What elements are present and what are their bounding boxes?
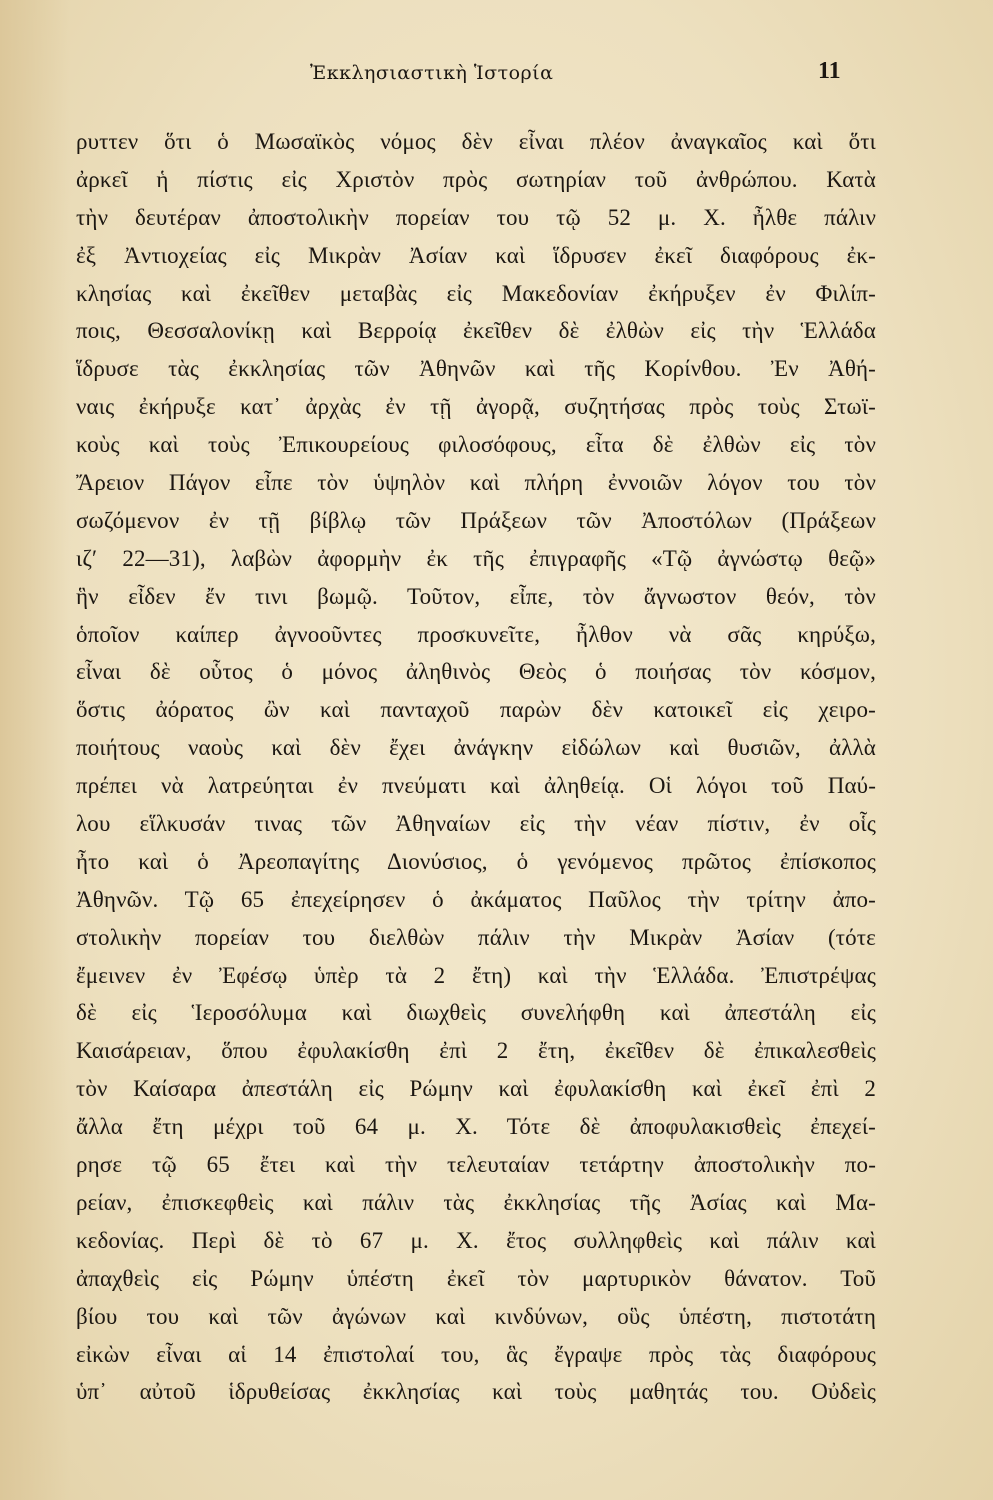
text-line: βίου του καὶ τῶν ἀγώνων καὶ κινδύνων, οὓς ὑπέστη, πιστοτάτη [76,1303,876,1329]
page-number: 11 [818,58,841,84]
text-line: κοὺς καὶ τοὺς Ἐπικουρείους φιλοσόφους, εἶτα δὲ ἐλθὼν εἰς τὸν [76,432,876,458]
text-line: ὅστις ἀόρατος ὢν καὶ πανταχοῦ παρὼν δὲν κατοικεῖ εἰς χειρο- [76,697,876,723]
text-line: τὸν Καίσαρα ἀπεστάλη εἰς Ρώμην καὶ ἐφυλακίσθη καὶ ἐκεῖ ἐπὶ 2 [76,1076,876,1102]
text-line: ἀρκεῖ ἡ πίστις εἰς Χριστὸν πρὸς σωτηρίαν τοῦ ἀνθρώπου. Κατὰ [76,166,876,192]
text-line: ὑπ᾽ αὐτοῦ ἱδρυθείσας ἐκκλησίας καὶ τοὺς μαθητάς του. Οὐδεὶς [76,1379,876,1405]
text-line: σωζόμενον ἐν τῇ βίβλῳ τῶν Πράξεων τῶν Ἀποστόλων (Πράξεων [76,507,876,533]
text-line: κεδονίας. Περὶ δὲ τὸ 67 μ. Χ. ἔτος συλληφθεὶς καὶ πάλιν καὶ [76,1227,876,1253]
text-line: ἔμεινεν ἐν Ἐφέσῳ ὑπὲρ τὰ 2 ἔτη) καὶ τὴν Ἑλλάδα. Ἐπιστρέψας [76,962,876,988]
page-header [0,58,993,96]
text-line: ἄλλα ἔτη μέχρι τοῦ 64 μ. Χ. Τότε δὲ ἀποφυλακισθεὶς ἐπεχεί- [76,1114,876,1140]
text-line: ρυττεν ὅτι ὁ Μωσαϊκὸς νόμος δὲν εἶναι πλέον ἀναγκαῖος καὶ ὅτι [76,129,876,154]
text-line: Ἄρειον Πάγον εἶπε τὸν ὑψηλὸν καὶ πλήρη ἐννοιῶν λόγον του τὸν [76,470,876,496]
text-line: λου εἵλκυσάν τινας τῶν Ἀθηναίων εἰς τὴν νέαν πίστιν, ἐν οἷς [76,811,876,837]
text-line: ὁποῖον καίπερ ἀγνοοῦντες προσκυνεῖτε, ἦλθον νὰ σᾶς κηρύξω, [76,621,876,647]
text-line: τὴν δευτέραν ἀποστολικὴν πορείαν του τῷ 52 μ. Χ. ἦλθε πάλιν [76,204,876,230]
body-text [76,123,876,1411]
text-line: Καισάρειαν, ὅπου ἐφυλακίσθη ἐπὶ 2 ἔτη, ἐκεῖθεν δὲ ἐπικαλεσθεὶς [76,1038,876,1064]
text-line: στολικὴν πορείαν του διελθὼν πάλιν τὴν Μικρὰν Ἀσίαν (τότε [76,924,876,950]
text-line: ποις, Θεσσαλονίκῃ καὶ Βερροίᾳ ἐκεῖθεν δὲ ἐλθὼν εἰς τὴν Ἑλλάδα [76,318,876,344]
text-line: ποιήτους ναοὺς καὶ δὲν ἔχει ἀνάγκην εἰδώλων καὶ θυσιῶν, ἀλλὰ [76,735,876,761]
text-line: ἀπαχθεὶς εἰς Ρώμην ὑπέστη ἐκεῖ τὸν μαρτυρικὸν θάνατον. Τοῦ [76,1265,876,1291]
text-line: εἰκὼν εἶναι αἱ 14 ἐπιστολαί του, ἃς ἔγραψε πρὸς τὰς διαφόρους [76,1341,876,1367]
running-title: Ἐκκλησιαστικὴ Ἱστορία [310,62,554,84]
text-line: ρησε τῷ 65 ἔτει καὶ τὴν τελευταίαν τετάρτην ἀποστολικὴν πο- [76,1152,876,1178]
text-line: ναις ἐκήρυξε κατ᾽ ἀρχὰς ἐν τῇ ἀγορᾷ, συζητήσας πρὸς τοὺς Στωϊ- [76,394,876,420]
text-line: ρείαν, ἐπισκεφθεὶς καὶ πάλιν τὰς ἐκκλησίας τῆς Ἀσίας καὶ Μα- [76,1189,876,1215]
text-line: δὲ εἰς Ἱεροσόλυμα καὶ διωχθεὶς συνελήφθη καὶ ἀπεστάλη εἰς [76,1000,876,1026]
text-line: ἣν εἶδεν ἔν τινι βωμῷ. Τοῦτον, εἶπε, τὸν ἄγνωστον θεόν, τὸν [76,583,876,609]
text-line: Ἀθηνῶν. Τῷ 65 ἐπεχείρησεν ὁ ἀκάματος Παῦλος τὴν τρίτην ἀπο- [76,886,876,912]
text-line: ἦτο καὶ ὁ Ἀρεοπαγίτης Διονύσιος, ὁ γενόμενος πρῶτος ἐπίσκοπος [76,848,876,874]
text-line: ιζ′ 22—31), λαβὼν ἀφορμὴν ἐκ τῆς ἐπιγραφῆς «Τῷ ἀγνώστῳ θεῷ» [76,545,876,571]
text-line: πρέπει νὰ λατρεύηται ἐν πνεύματι καὶ ἀληθείᾳ. Οἱ λόγοι τοῦ Παύ- [76,773,876,799]
text-line: ἵδρυσε τὰς ἐκκλησίας τῶν Ἀθηνῶν καὶ τῆς Κορίνθου. Ἐν Ἀθή- [76,356,876,382]
text-line: κλησίας καὶ ἐκεῖθεν μεταβὰς εἰς Μακεδονίαν ἐκήρυξεν ἐν Φιλίπ- [76,280,876,306]
text-line: ἐξ Ἀντιοχείας εἰς Μικρὰν Ἀσίαν καὶ ἵδρυσεν ἐκεῖ διαφόρους ἐκ- [76,242,876,268]
text-line: εἶναι δὲ οὗτος ὁ μόνος ἀληθινὸς Θεὸς ὁ ποιήσας τὸν κόσμον, [76,659,876,685]
